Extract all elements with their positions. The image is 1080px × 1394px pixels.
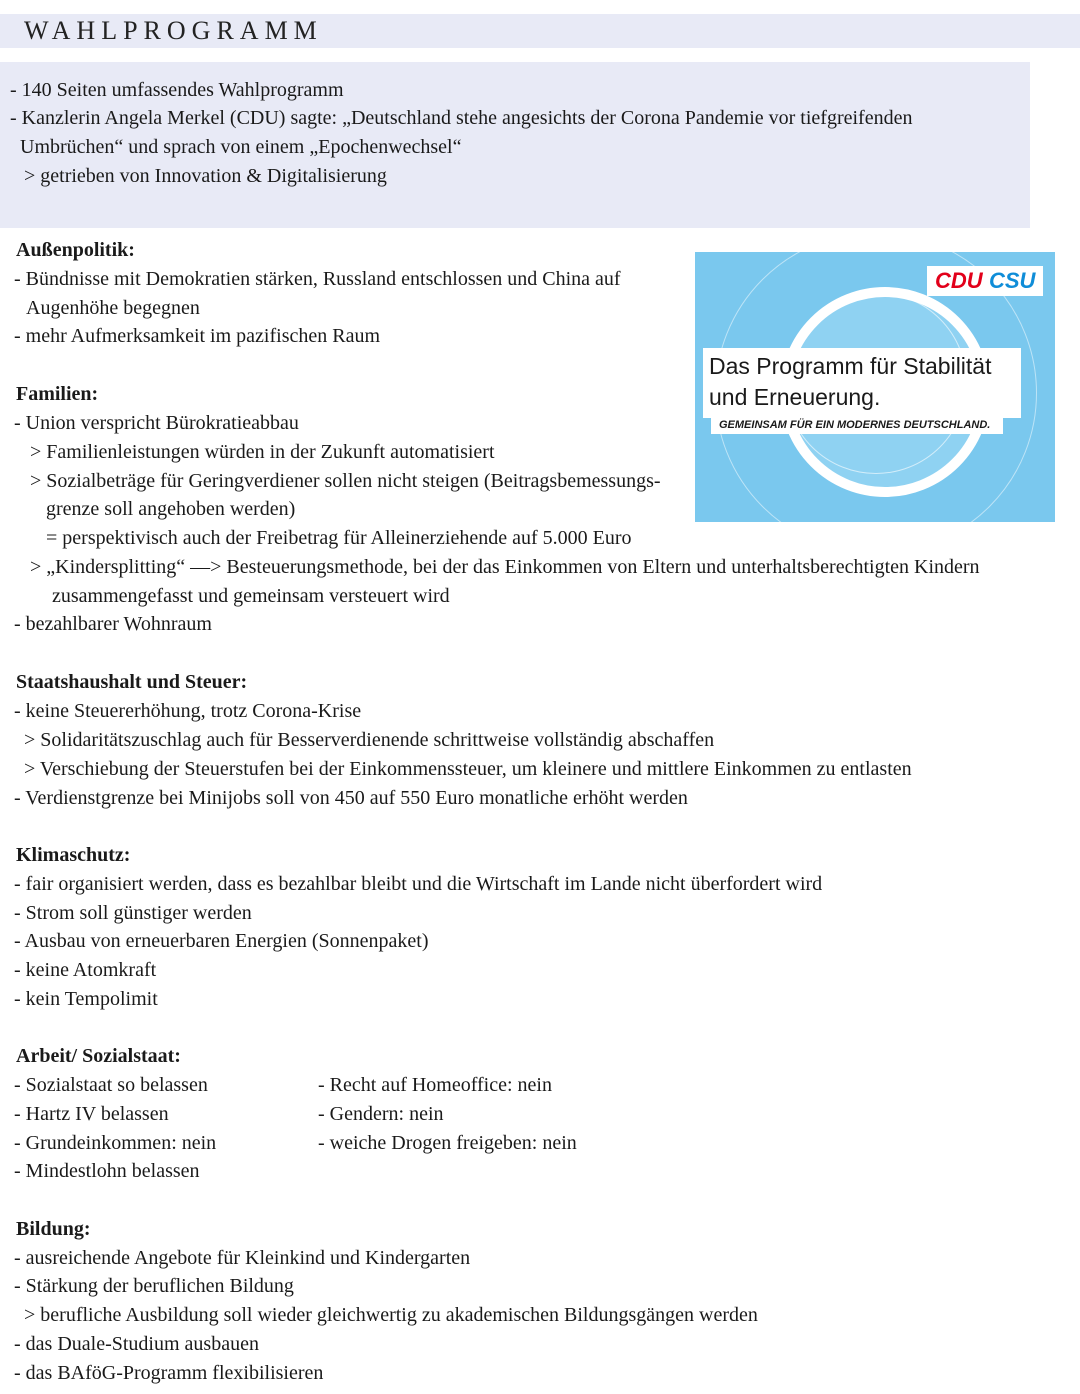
list-item: - fair organisiert werden, dass es bezahlbar bleibt und die Wirtschaft im Lande nicht überfordert wird	[14, 873, 823, 895]
list-item: grenze soll angehoben werden)	[46, 498, 296, 520]
section-heading-staatshaushalt: Staatshaushalt und Steuer:	[16, 671, 248, 693]
intro-line: - Kanzlerin Angela Merkel (CDU) sagte: „Deutschland stehe angesichts der Corona Pandemie vor tiefgreifenden	[10, 107, 913, 129]
list-item: > Verschiebung der Steuerstufen bei der Einkommenssteuer, um kleinere und mittlere Einkommen zu entlasten	[24, 758, 912, 780]
list-item: > Familienleistungen würden in der Zukunft automatisiert	[30, 441, 495, 463]
intro-line: Umbrüchen“ und sprach von einem „Epochenwechsel“	[20, 136, 462, 158]
list-item: - das BAföG-Programm flexibilisieren	[14, 1362, 324, 1384]
list-item: > berufliche Ausbildung soll wieder gleichwertig zu akademischen Bildungsgängen werden	[24, 1304, 758, 1326]
list-item: zusammengefasst und gemeinsam versteuert wird	[52, 585, 450, 607]
list-item: - ausreichende Angebote für Kleinkind und Kindergarten	[14, 1247, 471, 1269]
list-item: - weiche Drogen freigeben: nein	[318, 1132, 577, 1154]
csu-logo-text: CSU	[989, 268, 1036, 293]
list-item: > „Kindersplitting“ —> Besteuerungsmethode, bei der das Einkommen von Eltern und unterhaltsberechtigten Kindern	[30, 556, 980, 578]
list-item: > Solidaritätszuschlag auch für Besserverdienende schrittweise vollständig abschaffen	[24, 729, 715, 751]
list-item: - Strom soll günstiger werden	[14, 902, 252, 924]
list-item: - mehr Aufmerksamkeit im pazifischen Raum	[14, 325, 381, 347]
list-item: - bezahlbarer Wohnraum	[14, 613, 212, 635]
claim-line: und Erneuerung.	[709, 384, 881, 410]
section-heading-arbeit: Arbeit/ Sozialstaat:	[16, 1045, 181, 1067]
list-item: - Sozialstaat so belassen	[14, 1074, 208, 1096]
list-item: - Grundeinkommen: nein	[14, 1132, 217, 1154]
intro-line: - 140 Seiten umfassendes Wahlprogramm	[10, 79, 344, 101]
claim-line: Das Programm für Stabilität	[709, 353, 992, 379]
section-heading-klimaschutz: Klimaschutz:	[16, 844, 131, 866]
list-item: - Union verspricht Bürokratieabbau	[14, 412, 299, 434]
claim-subtitle: GEMEINSAM FÜR EIN MODERNES DEUTSCHLAND.	[719, 419, 991, 431]
list-item: - Ausbau von erneuerbaren Energien (Sonnenpaket)	[14, 930, 429, 952]
list-item: > Sozialbeträge für Geringverdiener sollen nicht steigen (Beitragsbemessungs-	[30, 470, 661, 492]
list-item: - keine Atomkraft	[14, 959, 157, 981]
list-item: = perspektivisch auch der Freibetrag für Alleinerziehende auf 5.000 Euro	[46, 527, 632, 549]
campaign-logo-image	[695, 252, 1055, 522]
list-item: - Stärkung der beruflichen Bildung	[14, 1275, 294, 1297]
page-title: WAHLPROGRAMM	[24, 16, 323, 45]
cdu-logo-text: CDU	[935, 268, 983, 293]
list-item: - Verdienstgrenze bei Minijobs soll von 450 auf 550 Euro monatliche erhöht werden	[14, 787, 688, 809]
list-item: - kein Tempolimit	[14, 988, 158, 1010]
list-item: - Bündnisse mit Demokratien stärken, Russland entschlossen und China auf	[14, 268, 621, 290]
list-item: - Mindestlohn belassen	[14, 1160, 200, 1182]
section-heading-familien: Familien:	[16, 383, 99, 405]
section-heading-aussenpolitik: Außenpolitik:	[16, 239, 135, 261]
title-bar	[0, 14, 1080, 48]
list-item: Augenhöhe begegnen	[26, 297, 200, 319]
list-item: - keine Steuererhöhung, trotz Corona-Krise	[14, 700, 362, 722]
section-heading-bildung: Bildung:	[16, 1218, 91, 1240]
list-item: - Hartz IV belassen	[14, 1103, 169, 1125]
intro-line: > getrieben von Innovation & Digitalisierung	[24, 165, 387, 187]
list-item: - das Duale-Studium ausbauen	[14, 1333, 259, 1355]
list-item: - Recht auf Homeoffice: nein	[318, 1074, 552, 1096]
list-item: - Gendern: nein	[318, 1103, 444, 1125]
